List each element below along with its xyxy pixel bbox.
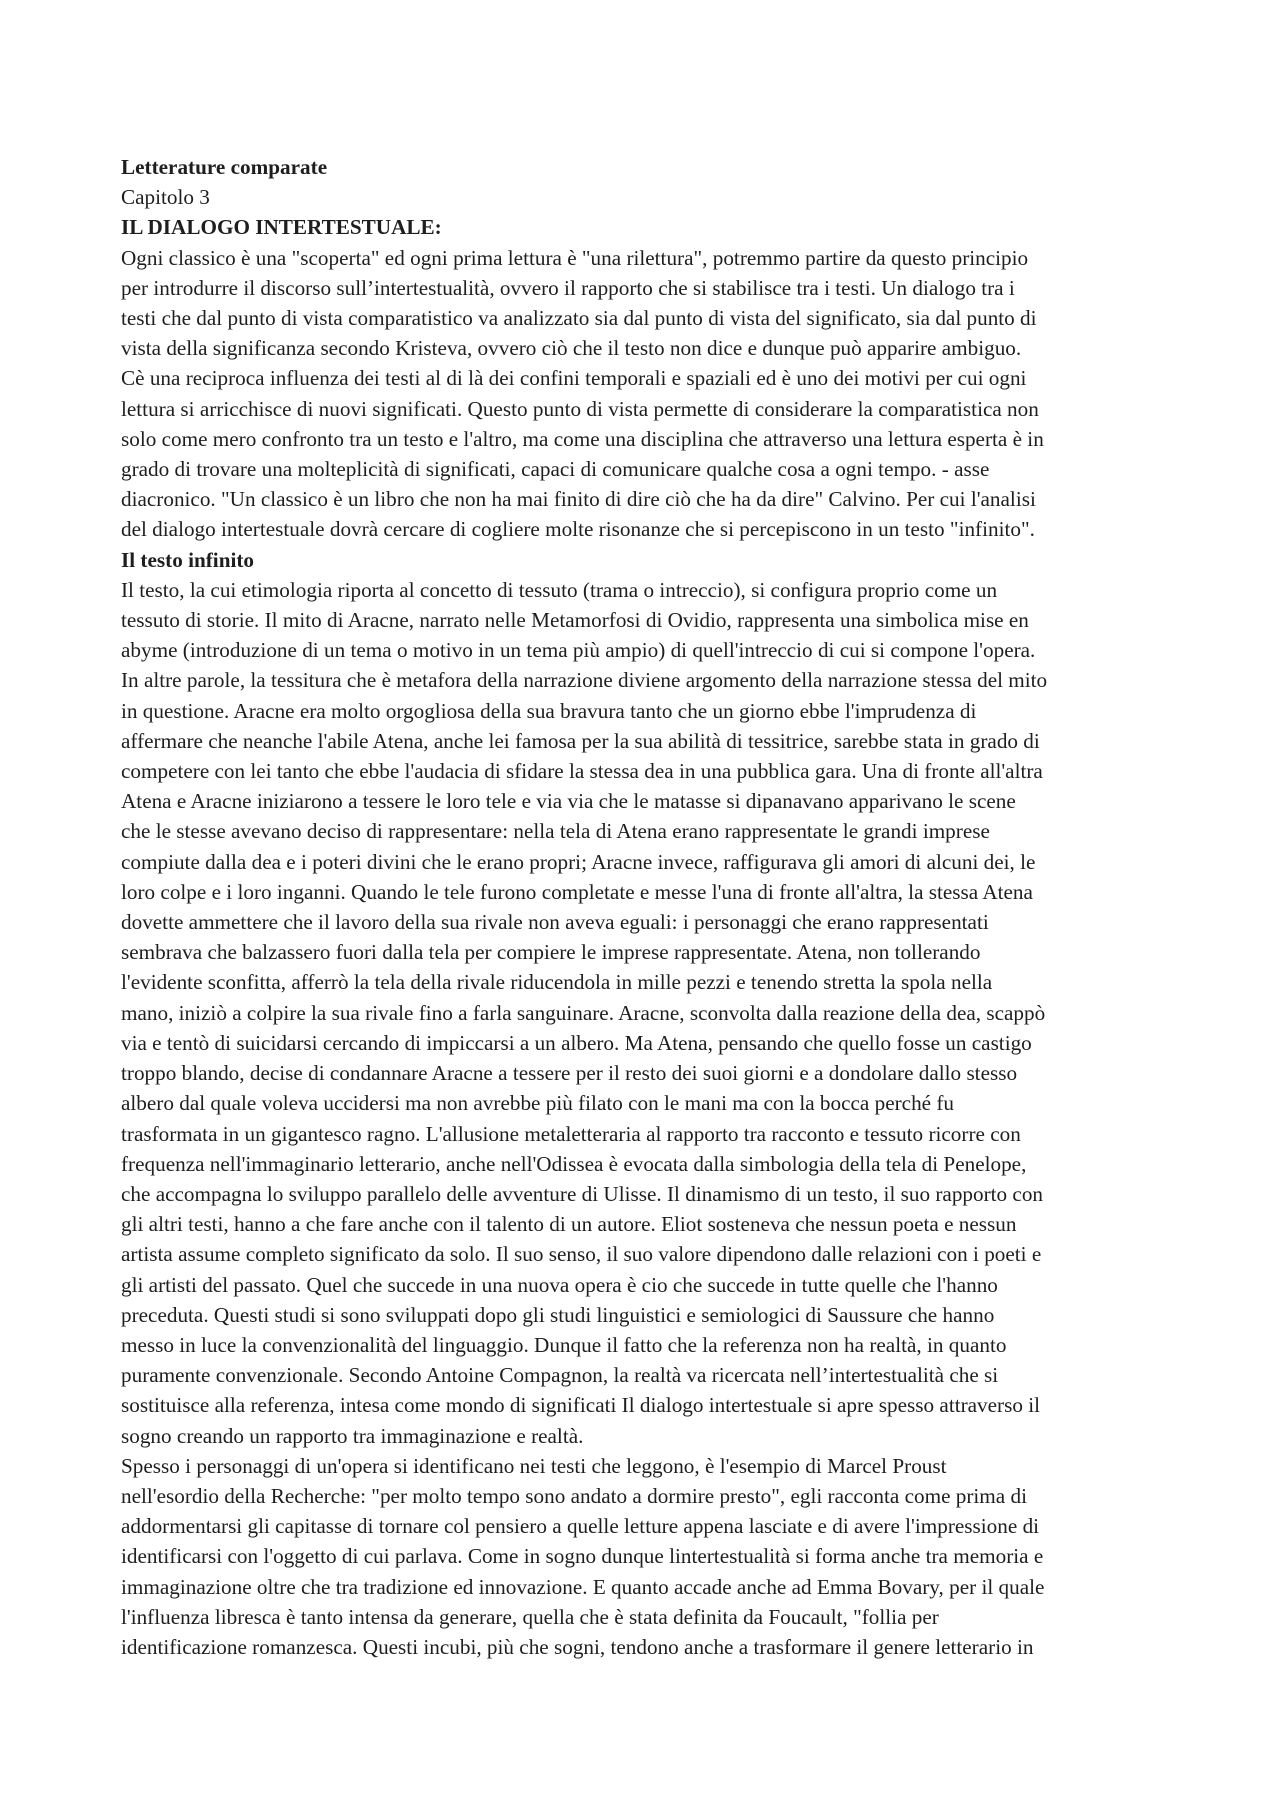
text-line: addormentarsi gli capitasse di tornare col pensiero a quelle letture appena lasciate e di avere l'impressione di: [121, 1514, 1040, 1539]
text-line: identificarsi con l'oggetto di cui parlava. Come in sogno dunque lintertestualità si forma anche tra memoria e: [121, 1544, 1044, 1569]
text-line: frequenza nell'immaginario letterario, anche nell'Odissea è evocata dalla simbologia della tela di Penelope,: [121, 1151, 1027, 1176]
text-line: l'influenza libresca è tanto intensa da generare, quella che è stata definita da Foucault, "follia per: [121, 1604, 939, 1629]
text-line: loro colpe e i loro inganni. Quando le tele furono completate e messe l'una di fronte all'altra, la stessa Atena: [121, 879, 1033, 904]
text-line: Il testo, la cui etimologia riporta al concetto di tessuto (trama o intreccio), si configura proprio come un: [121, 577, 998, 602]
text-line: testi che dal punto di vista comparatistico va analizzato sia dal punto di vista del significato, sia dal punto di: [121, 306, 1037, 331]
text-line: nell'esordio della Recherche: "per molto tempo sono andato a dormire presto", egli racconta come prima di: [121, 1483, 1027, 1508]
text-line: vista della significanza secondo Kristeva, ovvero ciò che il testo non dice e dunque può apparire ambiguo.: [121, 336, 1022, 361]
text-line: tessuto di storie. Il mito di Aracne, narrato nelle Metamorfosi di Ovidio, rappresenta una simbolica mise en: [121, 608, 1029, 633]
text-line: abyme (introduzione di un tema o motivo in un tema più ampio) di quell'intreccio di cui si compone l'opera.: [121, 638, 1036, 663]
text-line: affermare che neanche l'abile Atena, anche lei famosa per la sua abilità di tessitrice, sarebbe stata in grado di: [121, 728, 1040, 753]
text-line: per introdurre il discorso sull’intertestualità, ovvero il rapporto che si stabilisce tra i testi. Un dialogo tra i: [121, 275, 1015, 300]
text-line: sogno creando un rapporto tra immaginazione e realtà.: [121, 1423, 584, 1448]
text-line: preceduta. Questi studi si sono sviluppati dopo gli studi linguistici e semiologici di Saussure che hanno: [121, 1302, 995, 1327]
text-line: dovette ammettere che il lavoro della sua rivale non aveva eguali: i personaggi che erano rappresentati: [121, 910, 989, 935]
text-line: che le stesse avevano deciso di rappresentare: nella tela di Atena erano rappresentate le grandi imprese: [121, 819, 990, 844]
text-line: identificazione romanzesca. Questi incubi, più che sogni, tendono anche a trasformare il genere letterario in: [121, 1634, 1034, 1659]
text-line: Atena e Aracne iniziarono a tessere le loro tele e via via che le matasse si dipanavano apparivano le scene: [121, 789, 1016, 814]
text-line: grado di trovare una molteplicità di significati, capaci di comunicare qualche cosa a ogni tempo. - asse: [121, 457, 990, 482]
text-line: diacronico. "Un classico è un libro che non ha mai finito di dire ciò che ha da dire" Calvino. Per cui l'analisi: [121, 487, 1036, 512]
text-line: che accompagna lo sviluppo parallelo delle avventure di Ulisse. Il dinamismo di un testo, il suo rapporto con: [121, 1181, 1044, 1206]
text-line: via e tentò di suicidarsi cercando di impiccarsi a un albero. Ma Atena, pensando che quello fosse un castigo: [121, 1030, 1032, 1055]
section-intertestuale-body: [121, 243, 1166, 545]
text-line: gli artisti del passato. Quel che succede in una nuova opera è cio che succede in tutte quelle che l'hanno: [121, 1272, 998, 1297]
text-line: Cè una reciproca influenza dei testi al di là dei confini temporali e spaziali ed è uno dei motivi per cui ogni: [121, 366, 1027, 391]
text-line: messo in luce la convenzionalità del linguaggio. Dunque il fatto che la referenza non ha realtà, in quanto: [121, 1332, 1007, 1357]
text-line: solo come mero confronto tra un testo e l'altro, ma come una disciplina che attraverso una lettura esperta è in: [121, 426, 1044, 451]
text-line: sembrava che balzassero fuori dalla tela per compiere le imprese rappresentate. Atena, non tollerando: [121, 940, 981, 965]
text-line: sostituisce alla referenza, intesa come mondo di significati Il dialogo intertestuale si apre spesso attraverso il: [121, 1393, 1041, 1418]
document-page: [121, 152, 1166, 1662]
text-line: in questione. Aracne era molto orgogliosa della sua bravura tanto che un giorno ebbe l'imprudenza di: [121, 698, 977, 723]
text-line: l'evidente sconfitta, afferrò la tela della rivale riducendola in mille pezzi e tenendo stretta la spola nella: [121, 970, 993, 995]
chapter-label: Capitolo 3: [121, 185, 210, 210]
text-line: trasformata in un gigantesco ragno. L'allusione metaletteraria al rapporto tra racconto e tessuto ricorre con: [121, 1121, 1021, 1146]
text-line: compiute dalla dea e i poteri divini che le erano propri; Aracne invece, raffigurava gli amori di alcuni dei, le: [121, 849, 1036, 874]
document-title: Letterature comparate: [121, 155, 328, 179]
text-line: competere con lei tanto che ebbe l'audacia di sfidare la stessa dea in una pubblica gara. Una di fronte all'altra: [121, 759, 1043, 784]
text-line: gli altri testi, hanno a che fare anche con il talento di un autore. Eliot sosteneva che nessun poeta e nessun: [121, 1212, 1017, 1237]
text-line: troppo blando, decise di condannare Aracne a tessere per il resto dei suoi giorni e a dondolare dallo stesso: [121, 1061, 1018, 1086]
text-line: artista assume completo significato da solo. Il suo senso, il suo valore dipendono dalle relazioni con i poeti e: [121, 1242, 1042, 1267]
text-line: Ogni classico è una "scoperta" ed ogni prima lettura è "una rilettura", potremmo partire da questo principio: [121, 245, 1029, 270]
text-line: albero dal quale voleva uccidersi ma non avrebbe più filato con le mani ma con la bocca perché fu: [121, 1091, 955, 1116]
text-line: mano, iniziò a colpire la sua rivale fino a farla sanguinare. Aracne, sconvolta dalla reazione della dea, scappò: [121, 1000, 1046, 1025]
text-line: puramente convenzionale. Secondo Antoine Compagnon, la realtà va ricercata nell’intertestualità che si: [121, 1363, 999, 1388]
text-line: del dialogo intertestuale dovrà cercare di cogliere molte risonanze che si percepiscono in un testo "infinito".: [121, 517, 1035, 542]
text-line: Spesso i personaggi di un'opera si identificano nei testi che leggono, è l'esempio di Marcel Proust: [121, 1453, 947, 1478]
text-line: immaginazione oltre che tra tradizione ed innovazione. E quanto accade anche ad Emma Bovary, per il quale: [121, 1574, 1045, 1599]
section-testo-infinito-body: [121, 575, 1166, 1662]
section-heading: IL DIALOGO INTERTESTUALE:: [121, 215, 442, 240]
text-line: In altre parole, la tessitura che è metafora della narrazione diviene argomento della narrazione stessa del mito: [121, 668, 1048, 693]
text-line: lettura si arricchisce di nuovi significati. Questo punto di vista permette di considerare la comparatistica non: [121, 396, 1039, 421]
subsection-heading: Il testo infinito: [121, 547, 255, 572]
